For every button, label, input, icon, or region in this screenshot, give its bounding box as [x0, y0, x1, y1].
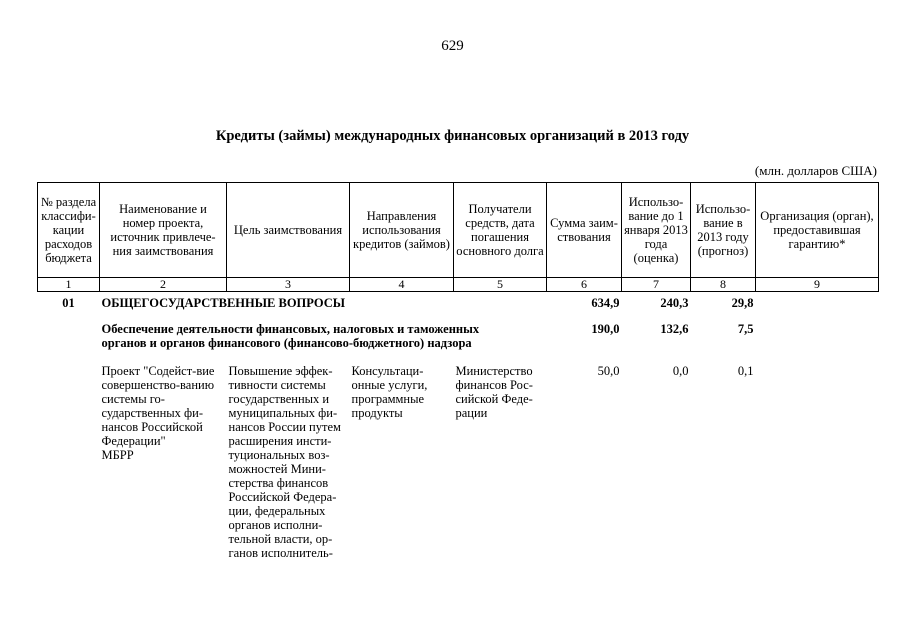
column-number: 2 [100, 278, 227, 292]
column-header: Цель заимствования [227, 183, 350, 278]
project-used-before: 0,0 [672, 364, 689, 378]
column-header: Направления использования кредитов (займов) [350, 183, 454, 278]
page-number: 629 [441, 38, 464, 54]
header-row [38, 183, 879, 278]
credits-table [37, 182, 879, 560]
section-code: 01 [62, 296, 75, 310]
section-used-2013: 29,8 [731, 296, 754, 310]
column-header: Наименование и номер проекта, источник привлече-ния заимствования [100, 183, 227, 278]
project-name: Проект "Содейст-вие совершенство-ванию системы го-сударственных фи-нансов Российской Федерации" [101, 364, 215, 448]
column-header: Использо-вание до 1 января 2013 года (оценка) [622, 183, 691, 278]
section-amount: 634,9 [591, 296, 620, 310]
column-header: Организация (орган), предоставившая гарантию* [756, 183, 879, 278]
project-recipient: Министерство финансов Рос-сийской Феде-рации [455, 364, 533, 420]
unit-note: (млн. долларов США) [754, 163, 877, 178]
project-used-2013: 0,1 [737, 364, 754, 378]
project-amount: 50,0 [597, 364, 620, 378]
project-purpose: Повышение эффек-тивности системы государственных и муниципальных фи-нансов России путем расширения инсти-туциональных воз-можностей Мини-стерства финансов Российской Федера-ции, федеральных органов исполни-тельной власти, ор-ганов исполнитель- [228, 364, 341, 560]
column-number: 8 [691, 278, 756, 292]
column-number: 5 [454, 278, 547, 292]
column-number: 7 [622, 278, 691, 292]
project-usage: Консультаци-онные услуги, программные продукты [351, 364, 428, 420]
column-header: № раздела классифи-кации расходов бюджета [38, 183, 100, 278]
section-name: ОБЩЕГОСУДАРСТВЕННЫЕ ВОПРОСЫ [101, 296, 345, 310]
table-row-project [38, 360, 879, 560]
subsection-used-before: 132,6 [660, 322, 689, 336]
column-number: 6 [547, 278, 622, 292]
subsection-name: Обеспечение деятельности финансовых, налоговых и таможенных органов и органов финансового (финансово-бюджетного) надзора [101, 322, 480, 350]
table-row-section [38, 292, 879, 319]
column-number-row [38, 278, 879, 292]
column-number: 9 [756, 278, 879, 292]
column-header: Использо-вание в 2013 году (прогноз) [691, 183, 756, 278]
column-header: Сумма заим-ствования [547, 183, 622, 278]
subsection-amount: 190,0 [591, 322, 620, 336]
column-number: 4 [350, 278, 454, 292]
table-row-subsection [38, 318, 879, 360]
document-title: Кредиты (займы) международных финансовых организаций в 2013 году [215, 128, 690, 144]
project-source: МБРР [101, 448, 134, 462]
section-used-before: 240,3 [660, 296, 689, 310]
subsection-used-2013: 7,5 [737, 322, 754, 336]
project-name-cell [100, 360, 227, 560]
column-number: 3 [227, 278, 350, 292]
column-header: Получатели средств, дата погашения основного долга [454, 183, 547, 278]
column-number: 1 [38, 278, 100, 292]
